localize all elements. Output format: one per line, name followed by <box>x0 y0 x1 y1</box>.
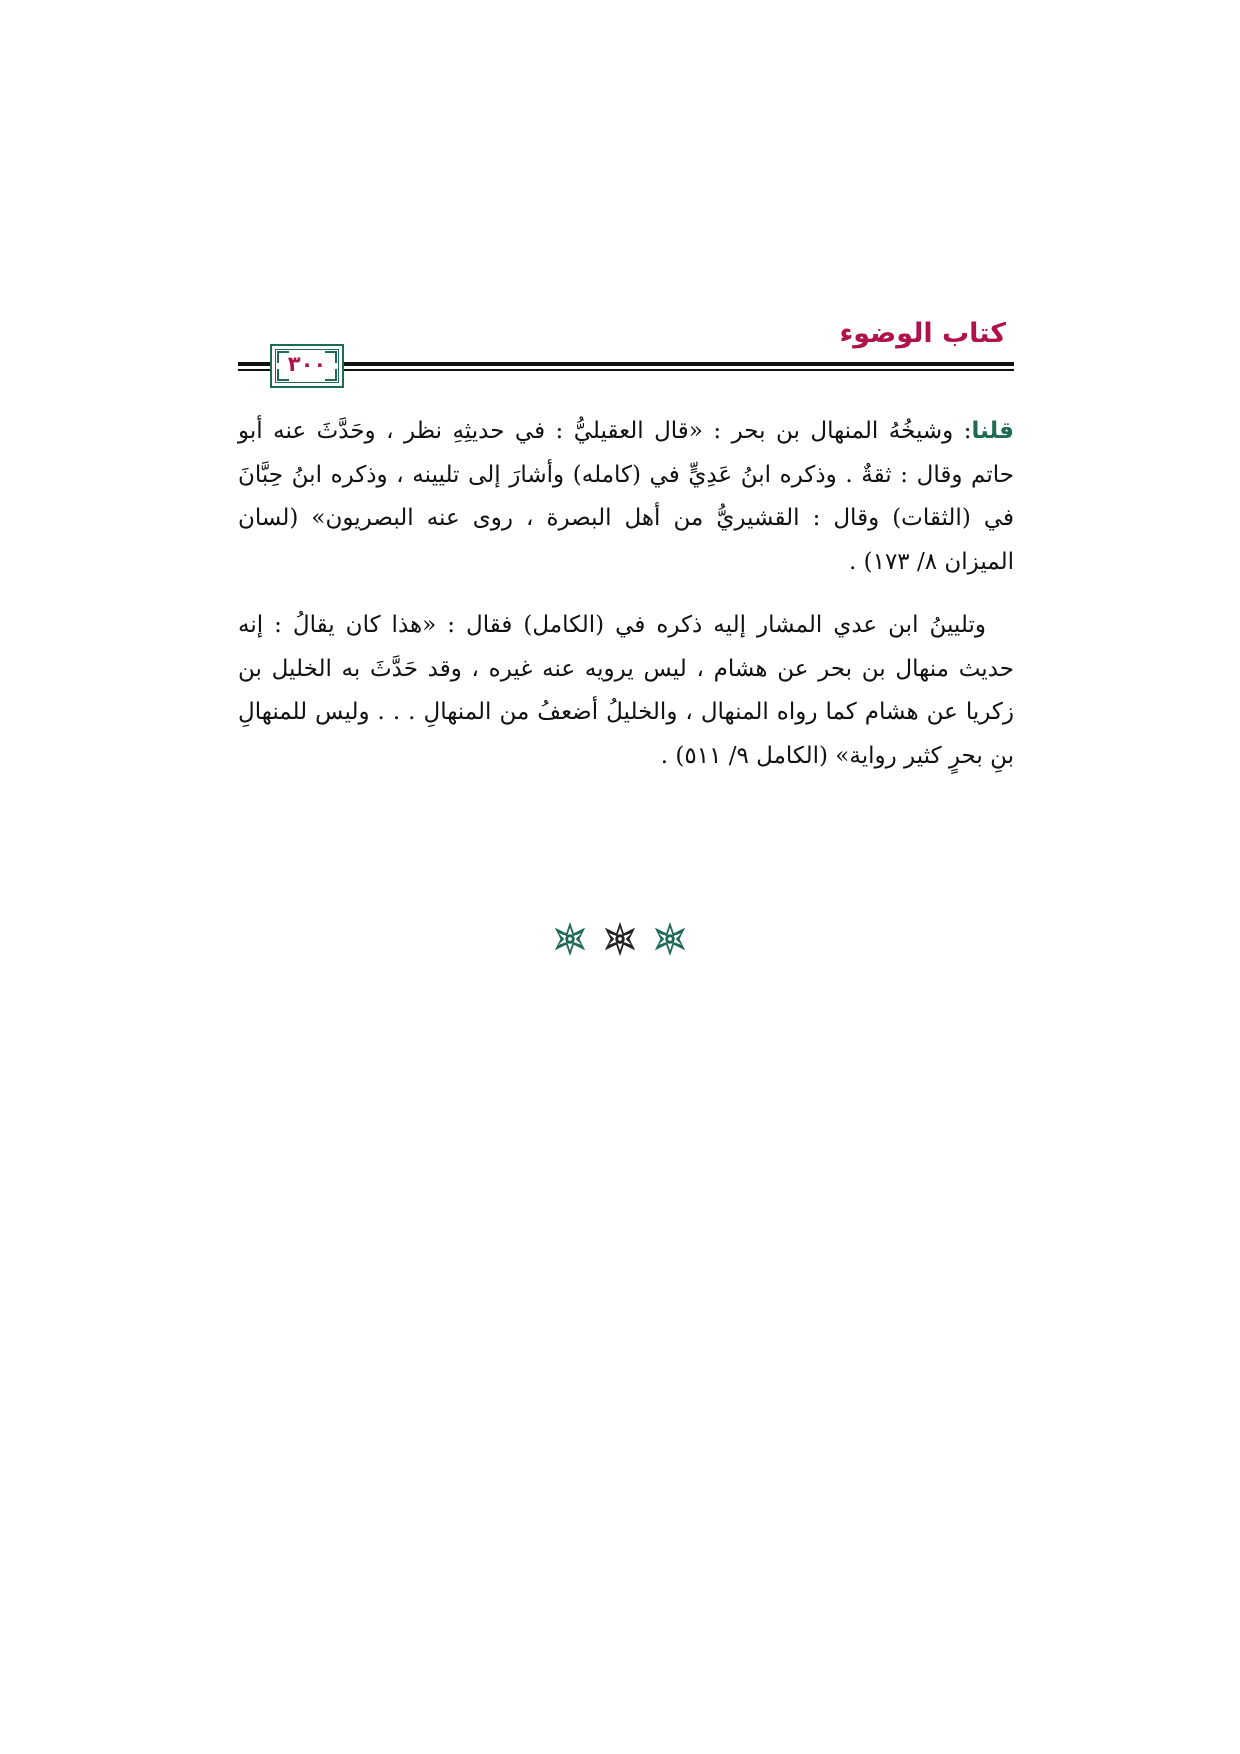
page-number: ٣٠٠ <box>287 352 327 376</box>
header-rule <box>238 362 1014 374</box>
book-title: كتاب الوضوء <box>839 318 1006 349</box>
lead-word: قلنا <box>971 418 1014 444</box>
paragraph-1-text: : وشيخُهُ المنهال بن بحر : «قال العقيليُّ : في حديثِهِ نظر ، وحَدَّثَ عنه أبو حاتم وقال : ثقةٌ . وذكره ابنُ عَدِيٍّ في (كامله) وأشارَ إلى تليينه ، وذكره ابنُ حِبَّانَ في (الثقات) وقال : القشيريُّ من أهل البصرة ، روى عنه البصريون» (لسان الميزان ٨/ ١٧٣) . <box>238 418 1014 575</box>
flower-ornament-icon <box>601 920 639 958</box>
ornament-petals <box>555 922 585 956</box>
paragraph-1 <box>238 410 1014 584</box>
page-number-frame <box>270 344 344 388</box>
flower-ornament-icon <box>651 920 689 958</box>
flower-ornament-icon <box>551 920 589 958</box>
page-header <box>238 318 1014 388</box>
page-body <box>238 410 1014 778</box>
header-rule-thin <box>238 369 1014 371</box>
ornament-petals <box>605 922 635 956</box>
ornament-petals <box>655 922 685 956</box>
header-rule-thick <box>238 362 1014 366</box>
section-end-ornaments <box>0 920 1240 958</box>
paragraph-2: وتليينُ ابن عدي المشار إليه ذكره في (الكامل) فقال : «هذا كان يقالُ : إنه حديث منهال بن بحر عن هشام ، ليس يرويه عنه غيره ، وقد حَدَّثَ به الخليل بن زكريا عن هشام كما رواه المنهال ، والخليلُ أضعفُ من المنهالِ . . . وليس للمنهالِ بنِ بحرٍ كثير رواية» (الكامل ٩/ ٥١١) . <box>238 612 1014 769</box>
